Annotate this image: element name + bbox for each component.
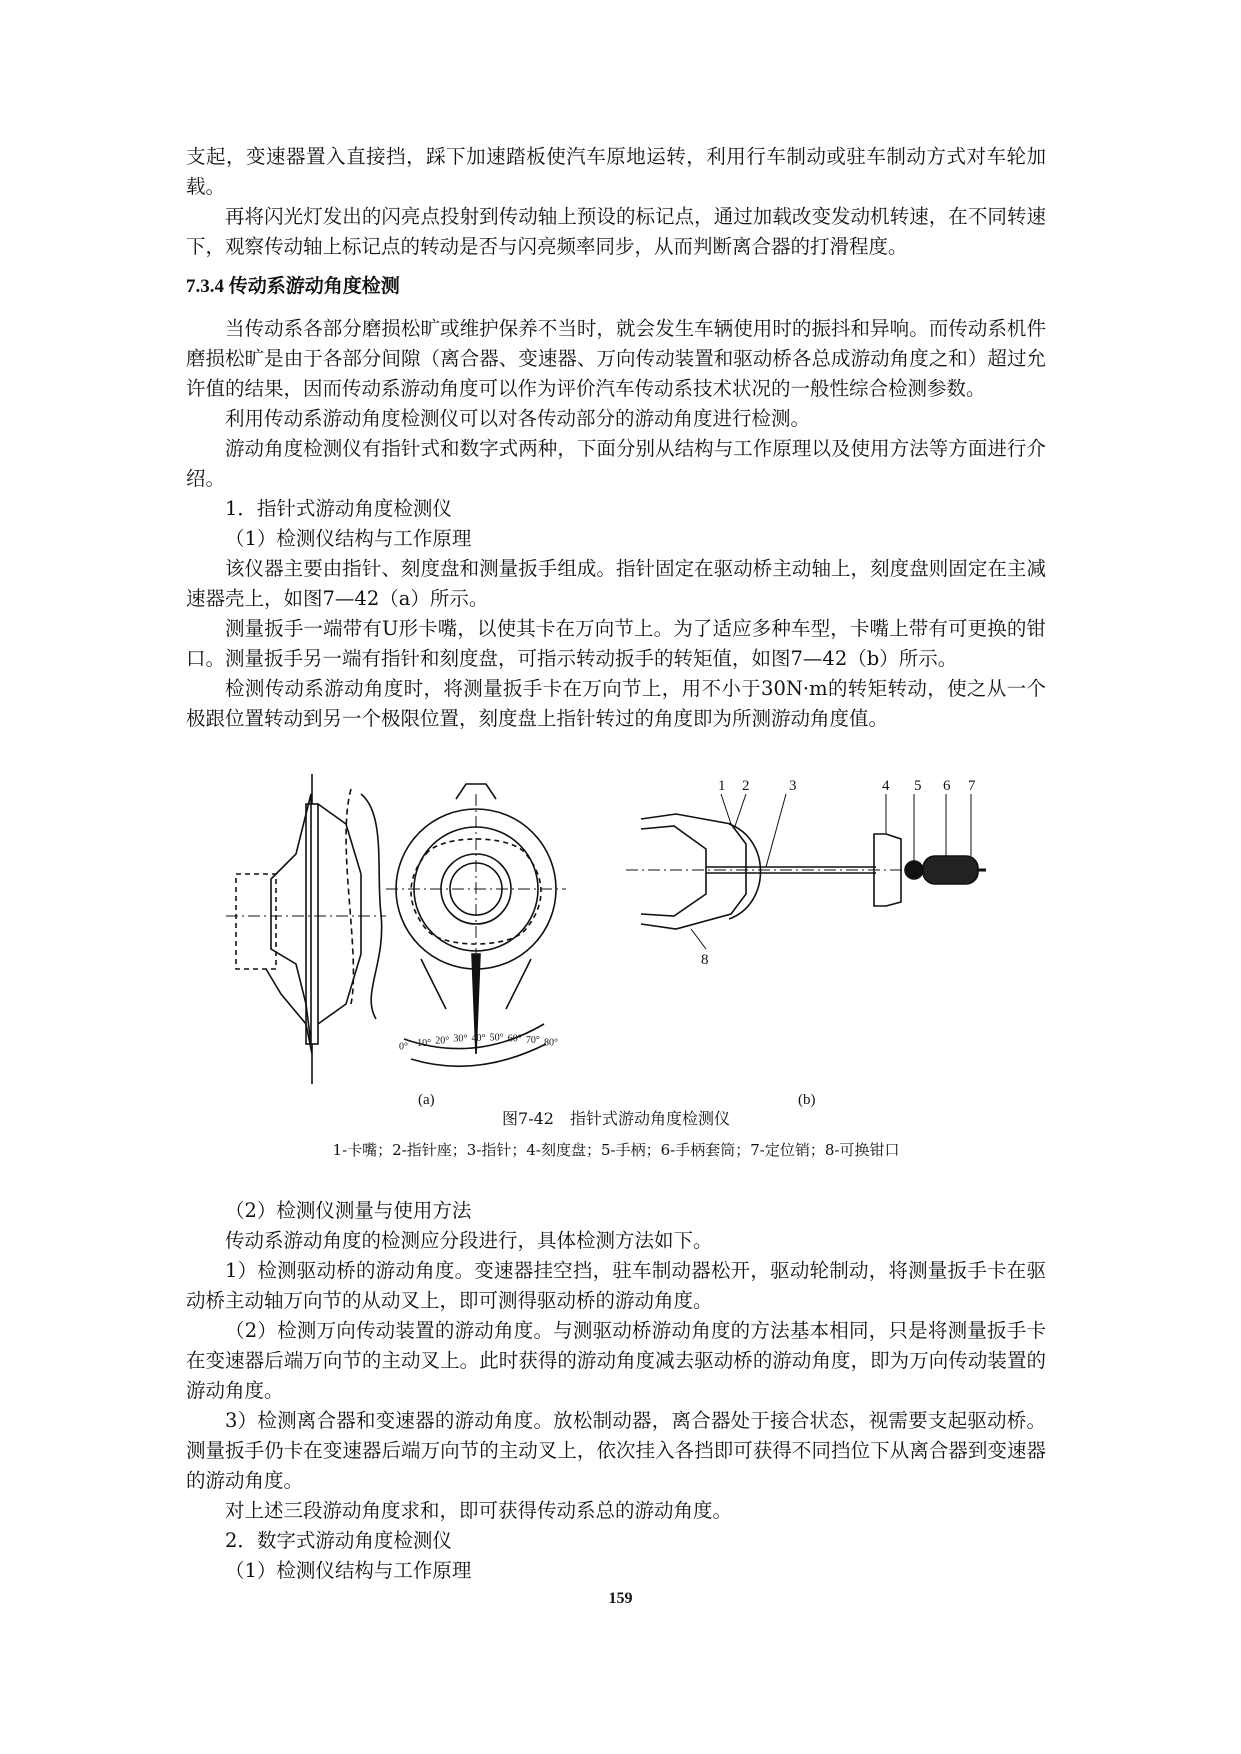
figure-legend: 1-卡嘴；2-指针座；3-指针；4-刻度盘；5-手柄；6-手柄套筒；7-定位销；8-可换钳口 xyxy=(332,1141,900,1159)
paragraph: 游动角度检测仪有指针式和数字式两种，下面分别从结构与工作原理以及使用方法等方面进行介绍。 xyxy=(186,437,1046,490)
scale-tick-label: 30° xyxy=(453,1033,468,1045)
paragraph: 测量扳手一端带有U形卡嘴，以使其卡在万向节上。为了适应多种车型，卡嘴上带有可更换的钳口。测量扳手另一端有指针和刻度盘，可指示转动扳手的转矩值，如图7—42（b）所示。 xyxy=(186,617,1046,670)
paragraph: 检测传动系游动角度时，将测量扳手卡在万向节上，用不小于30N·m的转矩转动，使之从一个极跟位置转动到另一个极限位置，刻度盘上指针转过的角度即为所测游动角度值。 xyxy=(186,677,1046,730)
callout: 2 xyxy=(742,778,750,794)
paragraph: 传动系游动角度的检测应分段进行，具体检测方法如下。 xyxy=(225,1229,713,1252)
callout: 7 xyxy=(968,778,976,794)
subfigure-label-a: (a) xyxy=(418,1092,435,1108)
axle-side-view xyxy=(226,774,386,1084)
paragraph: 利用传动系游动角度检测仪可以对各传动部分的游动角度进行检测。 xyxy=(225,407,811,430)
subsection-title: 1．指针式游动角度检测仪 xyxy=(225,497,452,520)
measuring-wrench xyxy=(626,794,986,949)
subsection-title: （1）检测仪结构与工作原理 xyxy=(225,527,472,550)
paragraph: 该仪器主要由指针、刻度盘和测量扳手组成。指针固定在驱动桥主动轴上，刻度盘则固定在主减速器壳上，如图7—42（a）所示。 xyxy=(186,557,1046,610)
scale-tick-label: 70° xyxy=(525,1035,540,1046)
paragraph: 支起，变速器置入直接挡，踩下加速踏板使汽车原地运转，利用行车制动或驻车制动方式对车轮加载。 xyxy=(186,145,1046,198)
scale-tick-label: 20° xyxy=(435,1035,450,1047)
page-number: 159 xyxy=(608,1590,633,1607)
callout: 4 xyxy=(882,778,890,794)
paragraph: 对上述三段游动角度求和，即可获得传动系总的游动角度。 xyxy=(225,1499,733,1522)
scale-tick-label: 80° xyxy=(544,1037,558,1049)
scale-tick-label: 10° xyxy=(417,1038,432,1049)
subsection-title: （2）检测仪测量与使用方法 xyxy=(225,1199,472,1222)
paragraph: 1）检测驱动桥的游动角度。变速器挂空挡，驻车制动器松开，驱动轮制动，将测量扳手卡在驱动桥主动轴万向节的从动叉上，即可测得驱动桥的游动角度。 xyxy=(186,1259,1046,1312)
callout: 8 xyxy=(701,952,709,968)
paragraph: 再将闪光灯发出的闪亮点投射到传动轴上预设的标记点，通过加载改变发动机转速，在不同转速下，观察传动轴上标记点的转动是否与闪亮频率同步，从而判断离合器的打滑程度。 xyxy=(186,205,1046,258)
callout: 5 xyxy=(914,778,922,794)
dial-front-view xyxy=(386,784,566,1066)
scale-tick-label: 60° xyxy=(507,1033,522,1045)
figure-drawing xyxy=(186,754,1046,1154)
page-body xyxy=(186,142,1046,1586)
paragraph: （2）检测万向传动装置的游动角度。与测驱动桥游动角度的方法基本相同，只是将测量扳手卡在变速器后端万向节的主动叉上。此时获得的游动角度减去驱动桥的游动角度，即为万向传动装置的游动角度。 xyxy=(186,1319,1046,1402)
callout: 6 xyxy=(943,778,951,794)
paragraph: 当传动系各部分磨损松旷或维护保养不当时，就会发生车辆使用时的振抖和异响。而传动系机件磨损松旷是由于各部分间隙（离合器、变速器、万向传动装置和驱动桥各总成游动角度之和）超过允许值的结果，因而传动系游动角度可以作为评价汽车传动系技术状况的一般性综合检测参数。 xyxy=(186,317,1046,400)
figure-caption: 图7-42 指针式游动角度检测仪 xyxy=(502,1109,730,1128)
scale-tick-label: 40° xyxy=(471,1032,486,1044)
subsection-title: （1）检测仪结构与工作原理 xyxy=(225,1559,472,1582)
section-heading: 7.3.4 传动系游动角度检测 xyxy=(186,276,400,297)
figure-7-42 xyxy=(186,754,1046,1159)
subsection-title: 2．数字式游动角度检测仪 xyxy=(225,1529,452,1552)
scale-tick-label: 0° xyxy=(399,1041,408,1053)
callout: 3 xyxy=(789,778,797,794)
paragraph: 3）检测离合器和变速器的游动角度。放松制动器，离合器处于接合状态，视需要支起驱动桥。测量扳手仍卡在变速器后端万向节的主动叉上，依次挂入各挡即可获得不同挡位下从离合器到变速器的游动角度。 xyxy=(186,1409,1046,1492)
scale-tick-label: 50° xyxy=(489,1032,504,1044)
subfigure-label-b: (b) xyxy=(798,1092,816,1108)
callout: 1 xyxy=(718,778,726,794)
